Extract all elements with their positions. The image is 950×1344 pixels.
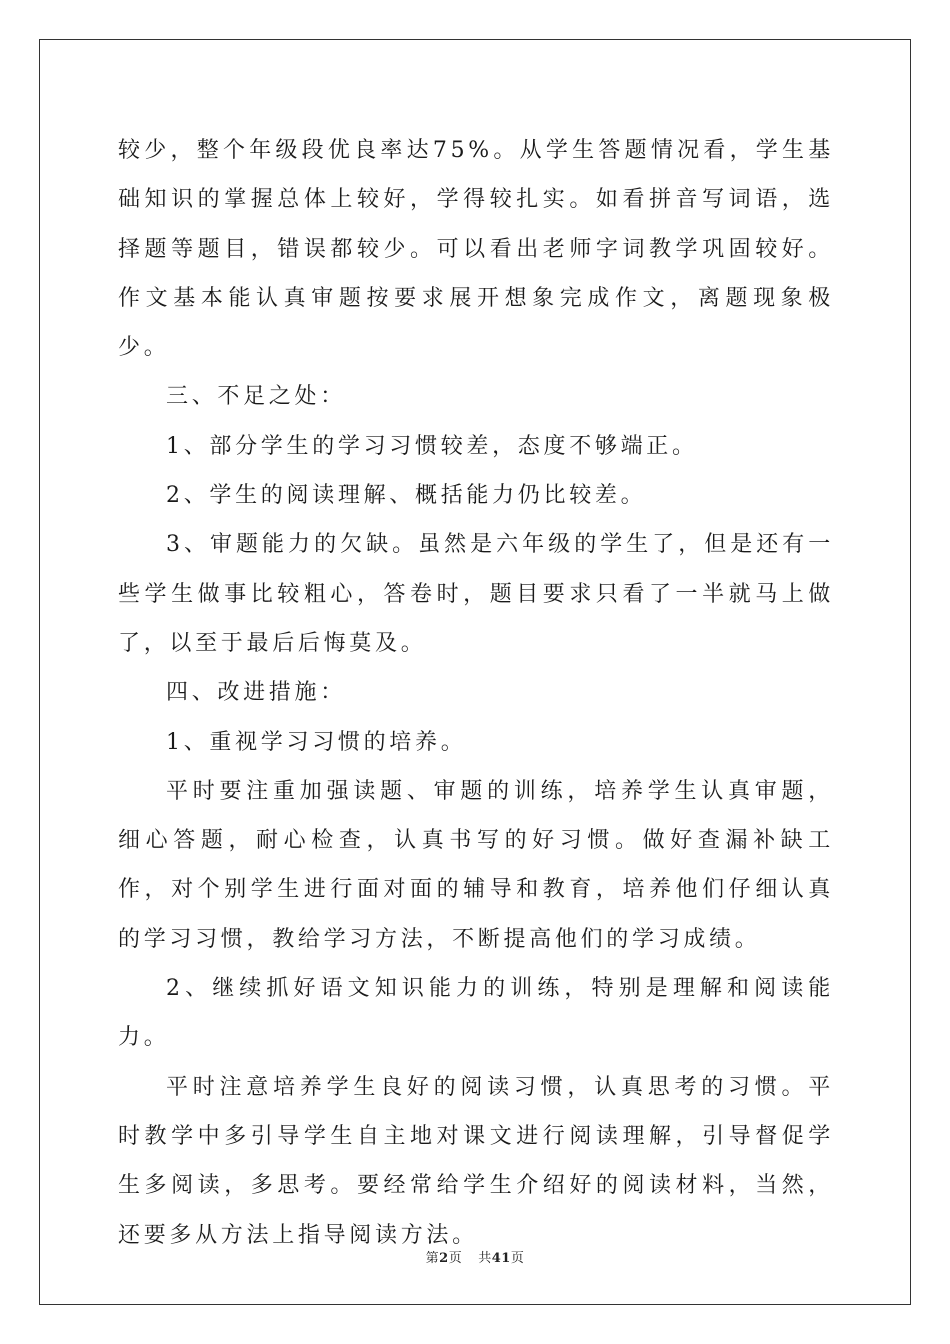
page-suffix: 页 [448,1251,463,1266]
total-suffix: 页 [510,1251,525,1266]
section-heading-shortcomings: 三、不足之处： [166,384,346,410]
paragraph-continuation: 较少，整个年级段优良率达75%。从学生答题情况看，学生基础知识的掌握总体上较好，学得较扎实。如看拼音写词语，选择题等题目，错误都较少。可以看出老师字词教学巩固较好。作文基本能认真审题按要求展开想象完成作文，离题现象极少。 [118,138,834,361]
page-prefix: 第 [425,1251,440,1266]
total-prefix: 共 [478,1251,492,1266]
paragraph-improvement-2-detail: 平时注意培养学生良好的阅读习惯，认真思考的习惯。平时教学中多引导学生自主地对课文进行阅读理解，引导督促学生多阅读，多思考。要经常给学生介绍好的阅读材料，当然，还要多从方法上指导阅读方法。 [118,1074,834,1248]
page-footer [0,1247,950,1266]
list-item-shortcoming-3: 3、审题能力的欠缺。虽然是六年级的学生了，但是还有一些学生做事比较粗心，答卷时，题目要求只看了一半就马上做了，以至于最后后悔莫及。 [118,532,834,656]
list-item-improvement-2: 2、继续抓好语文知识能力的训练，特别是理解和阅读能力。 [118,976,834,1051]
list-item-improvement-1: 1、重视学习习惯的培养。 [166,729,467,755]
list-item-shortcoming-2: 2、学生的阅读理解、概括能力仍比较差。 [166,483,647,509]
total-pages: 41 [491,1251,511,1266]
page-number: 2 [439,1251,449,1266]
section-heading-improvements: 四、改进措施： [166,680,346,706]
paragraph-improvement-1-detail: 平时要注重加强读题、审题的训练，培养学生认真审题，细心答题，耐心检查，认真书写的好习惯。做好查漏补缺工作，对个别学生进行面对面的辅导和教育，培养他们仔细认真的学习习惯，教给学习方法，不断提高他们的学习成绩。 [118,778,834,952]
list-item-shortcoming-1: 1、部分学生的学习习惯较差，态度不够端正。 [166,433,698,459]
document-body [118,126,834,1260]
